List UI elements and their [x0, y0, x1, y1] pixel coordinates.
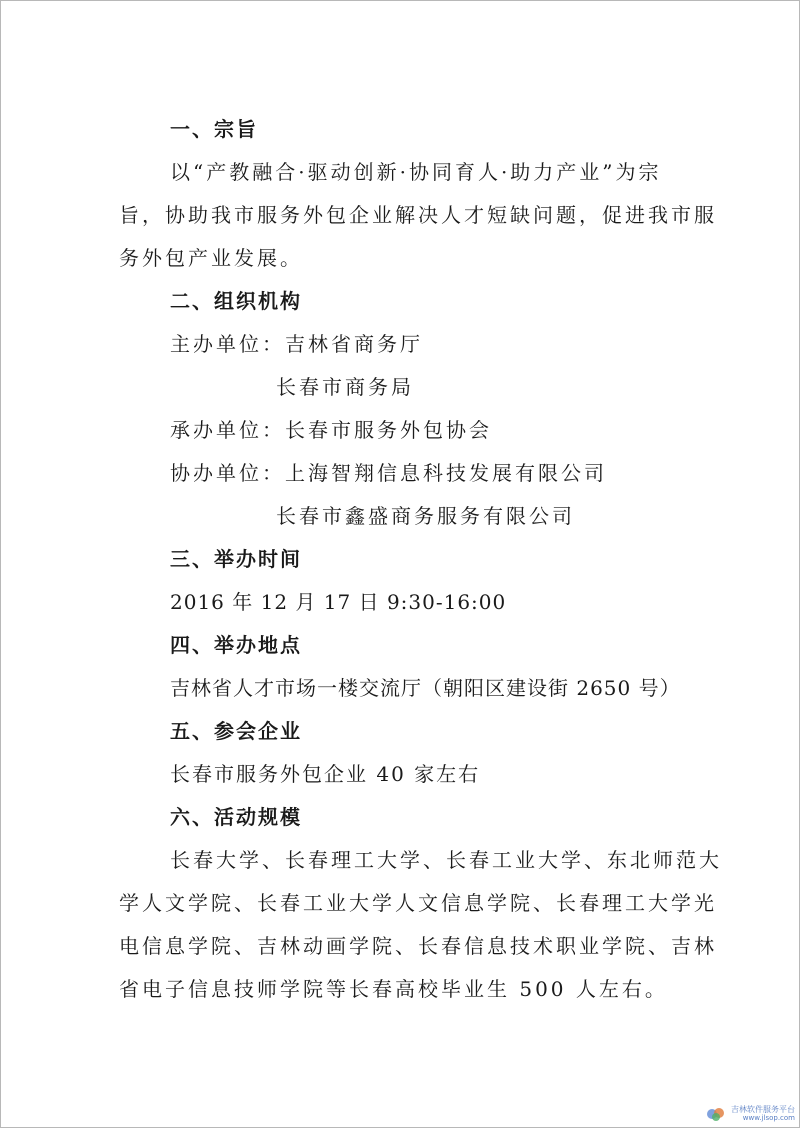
event-location: 吉林省人才市场一楼交流厅（朝阳区建设街 2650 号）: [170, 676, 681, 700]
section-heading-purpose: 一、宗旨: [170, 117, 258, 141]
scale-line: 长春大学、长春理工大学、长春工业大学、东北师范大: [170, 848, 722, 872]
watermark-name: 吉林软件服务平台: [731, 1105, 795, 1114]
purpose-line: 以“产教融合·驱动创新·协同育人·助力产业”为宗: [170, 160, 662, 184]
organizer-line: 协办单位：上海智翔信息科技发展有限公司: [170, 461, 607, 485]
event-time: 2016 年 12 月 17 日 9:30-16:00: [170, 590, 507, 614]
site-watermark: [705, 1105, 795, 1123]
section-heading-scale: 六、活动规模: [170, 805, 302, 829]
scale-line: 学人文学院、长春工业大学人文信息学院、长春理工大学光: [119, 891, 717, 915]
section-heading-organization: 二、组织机构: [170, 289, 302, 313]
section-heading-time: 三、举办时间: [170, 547, 302, 571]
scale-line: 电信息学院、吉林动画学院、长春信息技术职业学院、吉林: [119, 934, 717, 958]
scale-line: 省电子信息技师学院等长春高校毕业生 500 人左右。: [119, 977, 668, 1001]
site-logo-icon: [705, 1105, 727, 1123]
organizer-line: 长春市商务局: [276, 375, 414, 399]
organizer-line: 主办单位：吉林省商务厅: [170, 332, 423, 356]
organizer-line: 长春市鑫盛商务服务有限公司: [276, 504, 575, 528]
purpose-line: 务外包产业发展。: [119, 246, 303, 270]
section-heading-companies: 五、参会企业: [170, 719, 302, 743]
purpose-line: 旨，协助我市服务外包企业解决人才短缺问题，促进我市服: [119, 203, 717, 227]
participating-companies: 长春市服务外包企业 40 家左右: [170, 762, 481, 786]
organizer-line: 承办单位：长春市服务外包协会: [170, 418, 492, 442]
section-heading-location: 四、举办地点: [170, 633, 302, 657]
watermark-url: www.jlsop.com: [742, 1114, 795, 1122]
